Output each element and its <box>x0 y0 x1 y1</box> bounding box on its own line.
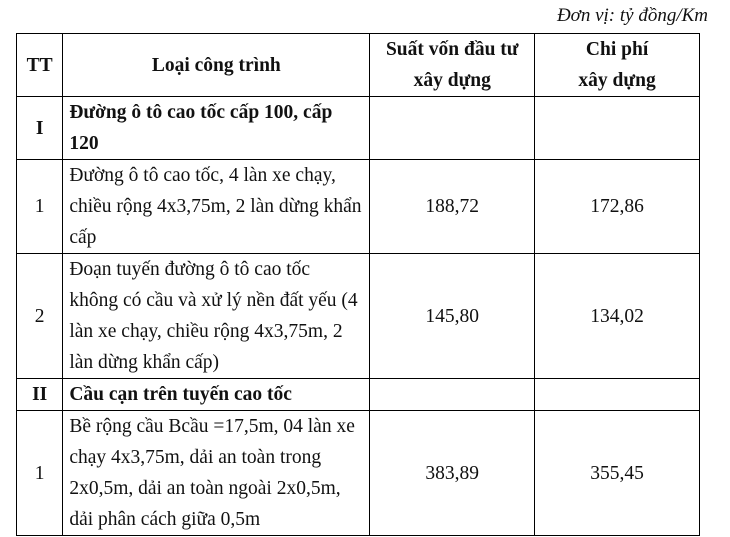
section-title: Cầu cạn trên tuyến cao tốc <box>63 379 370 411</box>
row-description: Bề rộng cầu Bcầu =17,5m, 04 làn xe chạy 4x3,75m, dải an toàn trong 2x0,5m, dải an toàn ngoài 2x0,5m, dải phân cách giữa 0,5m <box>63 411 370 536</box>
section-row <box>17 97 700 160</box>
unit-note: Đơn vị: tỷ đồng/Km <box>556 5 708 26</box>
row-tt: 1 <box>17 411 63 536</box>
cost-table <box>16 33 700 536</box>
section-rate-empty <box>370 97 535 160</box>
section-tt: I <box>17 97 63 160</box>
header-tt: TT <box>17 34 63 97</box>
table-header-row <box>17 34 700 97</box>
section-title: Đường ô tô cao tốc cấp 100, cấp 120 <box>63 97 370 160</box>
section-cost-empty <box>535 379 700 411</box>
row-rate: 383,89 <box>370 411 535 536</box>
table-row <box>17 411 700 536</box>
table-row <box>17 254 700 379</box>
row-description: Đoạn tuyến đường ô tô cao tốc không có cầu và xử lý nền đất yếu (4 làn xe chạy, chiều rộng 4x3,75m, 2 làn dừng khẩn cấp) <box>63 254 370 379</box>
header-type: Loại công trình <box>63 34 370 97</box>
row-tt: 2 <box>17 254 63 379</box>
section-row <box>17 379 700 411</box>
row-description: Đường ô tô cao tốc, 4 làn xe chạy, chiều rộng 4x3,75m, 2 làn dừng khẩn cấp <box>63 160 370 254</box>
section-cost-empty <box>535 97 700 160</box>
row-rate: 188,72 <box>370 160 535 254</box>
row-cost: 172,86 <box>535 160 700 254</box>
header-cost: Chi phí xây dựng <box>535 34 700 97</box>
section-tt: II <box>17 379 63 411</box>
row-rate: 145,80 <box>370 254 535 379</box>
header-rate: Suất vốn đầu tư xây dựng <box>370 34 535 97</box>
row-cost: 355,45 <box>535 411 700 536</box>
row-cost: 134,02 <box>535 254 700 379</box>
section-rate-empty <box>370 379 535 411</box>
row-tt: 1 <box>17 160 63 254</box>
table-row <box>17 160 700 254</box>
